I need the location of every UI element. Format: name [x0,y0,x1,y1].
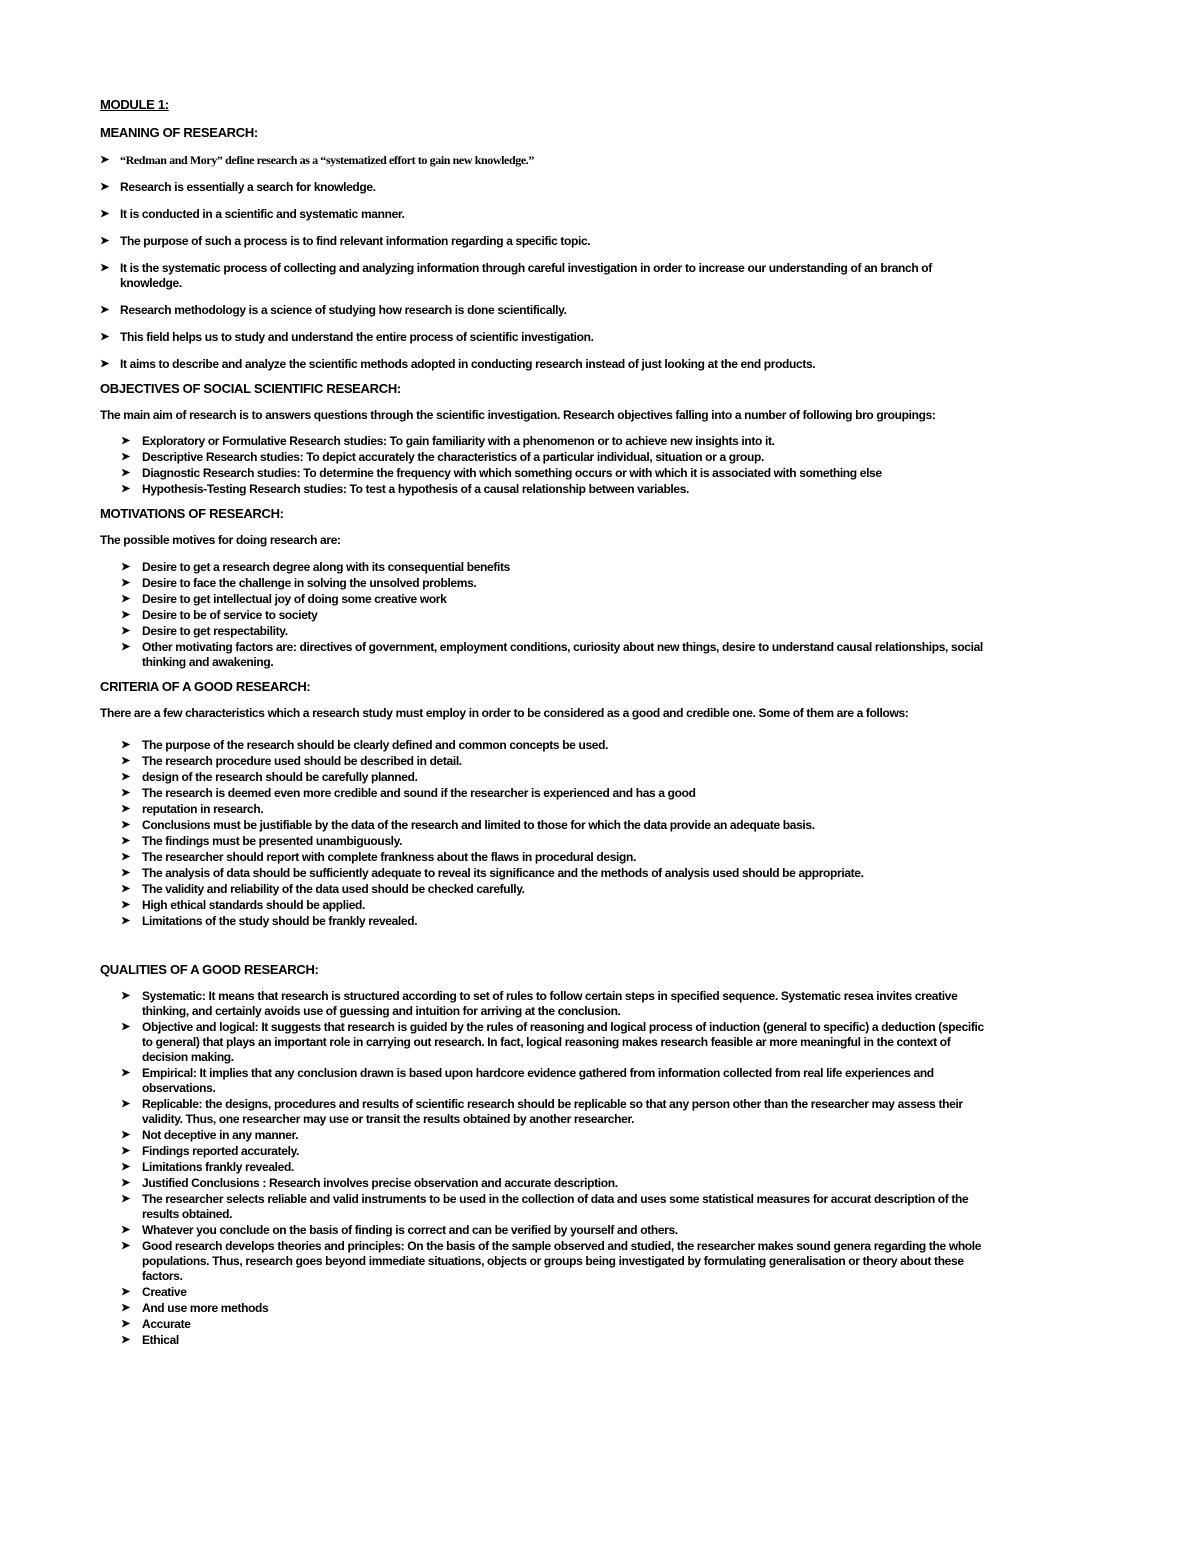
list-item-text: Ethical [142,1333,179,1347]
arrow-bullet-icon: ➤ [121,867,130,879]
list-item-text: It is the systematic process of collecting and analyzing information through careful investigation in order to increase our understanding of an branch of knowledge. [120,261,932,290]
list-item-text: Justified Conclusions : Research involves precise observation and accurate description. [142,1176,618,1190]
list-item [100,640,990,670]
list-item [100,592,990,607]
arrow-bullet-icon: ➤ [121,1161,130,1173]
list-item-text: It aims to describe and analyze the scientific methods adopted in conducting research instead of just looking at the end products. [120,357,816,371]
arrow-bullet-icon: ➤ [121,435,130,447]
list-item [100,1223,990,1238]
list-item-text: And use more methods [142,1301,269,1315]
arrow-bullet-icon: ➤ [100,181,109,193]
list-item-text: Replicable: the designs, procedures and results of scientific research should be replicable so that any person other than the researcher may assess their validity. Thus, one researcher may use or transit the results obtained by another researcher. [142,1097,963,1126]
arrow-bullet-icon: ➤ [121,593,130,605]
list-item-text: Empirical: It implies that any conclusion drawn is based upon hardcore evidence gathered from information collected from real life experiences and observations. [142,1066,934,1095]
list-item [100,1160,990,1175]
list-item [100,450,990,465]
arrow-bullet-icon: ➤ [121,787,130,799]
list-item [100,207,990,222]
arrow-bullet-icon: ➤ [100,331,109,343]
arrow-bullet-icon: ➤ [121,883,130,895]
list-item-text: This field helps us to study and understand the entire process of scientific investigation. [120,330,594,344]
arrow-bullet-icon: ➤ [121,1021,130,1033]
arrow-bullet-icon: ➤ [121,899,130,911]
arrow-bullet-icon: ➤ [121,467,130,479]
list-item [100,608,990,623]
criteria-list [100,738,990,929]
list-item [100,1097,990,1127]
list-item-text: Whatever you conclude on the basis of finding is correct and can be verified by yourself and others. [142,1223,678,1237]
list-item-text: Research is essentially a search for knowledge. [120,180,376,194]
list-item-text: Findings reported accurately. [142,1144,300,1158]
arrow-bullet-icon: ➤ [100,208,109,220]
arrow-bullet-icon: ➤ [121,1177,130,1189]
meaning-list [100,153,990,372]
list-item [100,330,990,345]
list-item [100,466,990,481]
motivations-list [100,560,990,670]
list-item-text: The purpose of the research should be clearly defined and common concepts be used. [142,738,609,752]
arrow-bullet-icon: ➤ [100,154,109,166]
list-item-text: High ethical standards should be applied. [142,898,366,912]
list-item [100,624,990,639]
list-item-text: Limitations frankly revealed. [142,1160,294,1174]
list-item [100,1285,990,1300]
arrow-bullet-icon: ➤ [121,1318,130,1330]
list-item-text: The research procedure used should be described in detail. [142,754,462,768]
list-item-text: Good research develops theories and principles: On the basis of the sample observed and studied, the researcher makes sound genera regarding the whole populations. Thus, research goes beyond immediate situations, objects or groups being investigated by formulating generalisation or theory about these factors. [142,1239,982,1283]
arrow-bullet-icon: ➤ [121,609,130,621]
motivations-heading: MOTIVATIONS OF RESEARCH: [100,506,284,521]
list-item [100,898,990,913]
arrow-bullet-icon: ➤ [121,451,130,463]
list-item-text: The researcher should report with complete frankness about the flaws in procedural design. [142,850,636,864]
arrow-bullet-icon: ➤ [100,358,109,370]
list-item [100,1317,990,1332]
arrow-bullet-icon: ➤ [121,771,130,783]
arrow-bullet-icon: ➤ [121,915,130,927]
list-item-text: It is conducted in a scientific and systematic manner. [120,207,405,221]
arrow-bullet-icon: ➤ [121,1224,130,1236]
arrow-bullet-icon: ➤ [121,755,130,767]
arrow-bullet-icon: ➤ [121,1098,130,1110]
list-item-text: design of the research should be carefully planned. [142,770,418,784]
list-item [100,180,990,195]
list-item [100,866,990,881]
arrow-bullet-icon: ➤ [121,835,130,847]
list-item [100,786,990,801]
criteria-heading: CRITERIA OF A GOOD RESEARCH: [100,679,311,694]
list-item [100,1301,990,1316]
list-item-text: Hypothesis-Testing Research studies: To test a hypothesis of a causal relationship between variables. [142,482,690,496]
list-item [100,234,990,249]
list-item-text: Limitations of the study should be frankly revealed. [142,914,418,928]
arrow-bullet-icon: ➤ [100,304,109,316]
list-item [100,1239,990,1284]
arrow-bullet-icon: ➤ [121,1193,130,1205]
document-page [100,96,990,1536]
list-item [100,738,990,753]
list-item-text: Research methodology is a science of studying how research is done scientifically. [120,303,567,317]
list-item [100,1020,990,1065]
qualities-heading: QUALITIES OF A GOOD RESEARCH: [100,962,319,977]
qualities-list [100,989,990,1348]
arrow-bullet-icon: ➤ [121,1240,130,1252]
list-item [100,1192,990,1222]
list-item [100,1176,990,1191]
list-item-text: Desire to get intellectual joy of doing some creative work [142,592,447,606]
list-item-text: Desire to face the challenge in solving the unsolved problems. [142,576,477,590]
list-item [100,754,990,769]
list-item [100,560,990,575]
list-item [100,153,990,168]
list-item-text: The researcher selects reliable and valid instruments to be used in the collection of data and uses some statistical measures for accurat description of the results obtained. [142,1192,969,1221]
list-item-text: Descriptive Research studies: To depict accurately the characteristics of a particular individual, situation or a group. [142,450,764,464]
arrow-bullet-icon: ➤ [121,819,130,831]
module-title: MODULE 1: [100,97,169,112]
arrow-bullet-icon: ➤ [121,803,130,815]
list-item [100,882,990,897]
list-item-text: “Redman and Mory” define research as a “systematized effort to gain new knowledge.” [120,153,534,167]
list-item-text: reputation in research. [142,802,264,816]
list-item [100,1333,990,1348]
arrow-bullet-icon: ➤ [121,1129,130,1141]
objectives-heading: OBJECTIVES OF SOCIAL SCIENTIFIC RESEARCH: [100,381,401,396]
list-item [100,1128,990,1143]
list-item [100,357,990,372]
arrow-bullet-icon: ➤ [121,1334,130,1346]
list-item-text: Other motivating factors are: directives of government, employment conditions, curiosity about new things, desire to understand causal relationships, social thinking and awakening. [142,640,983,669]
arrow-bullet-icon: ➤ [100,262,109,274]
list-item-text: Desire to get a research degree along with its consequential benefits [142,560,510,574]
motivations-intro: The possible motives for doing research are: [100,533,341,547]
arrow-bullet-icon: ➤ [121,990,130,1002]
arrow-bullet-icon: ➤ [121,1286,130,1298]
list-item [100,303,990,318]
arrow-bullet-icon: ➤ [121,1067,130,1079]
list-item [100,818,990,833]
list-item-text: The purpose of such a process is to find relevant information regarding a specific topic. [120,234,591,248]
arrow-bullet-icon: ➤ [121,641,130,653]
list-item [100,834,990,849]
arrow-bullet-icon: ➤ [121,577,130,589]
list-item-text: The research is deemed even more credible and sound if the researcher is experienced and has a good [142,786,696,800]
arrow-bullet-icon: ➤ [121,851,130,863]
list-item [100,914,990,929]
arrow-bullet-icon: ➤ [121,483,130,495]
list-item [100,989,990,1019]
list-item [100,1144,990,1159]
arrow-bullet-icon: ➤ [121,561,130,573]
arrow-bullet-icon: ➤ [100,235,109,247]
list-item-text: The validity and reliability of the data used should be checked carefully. [142,882,525,896]
list-item [100,770,990,785]
list-item-text: Objective and logical: It suggests that research is guided by the rules of reasoning and logical process of induction (general to specific) a deduction (specific to general) that plays an important role in carrying out research. In fact, logical reasoning makes research feasible ar more meaningful in the context of decision making. [142,1020,984,1064]
list-item-text: Desire to be of service to society [142,608,318,622]
list-item-text: Diagnostic Research studies: To determine the frequency with which something occurs or with which it is associated with something else [142,466,882,480]
list-item [100,434,990,449]
list-item [100,850,990,865]
list-item-text: The findings must be presented unambiguously. [142,834,403,848]
arrow-bullet-icon: ➤ [121,625,130,637]
list-item [100,1066,990,1096]
criteria-intro: There are a few characteristics which a research study must employ in order to be considered as a good and credible one. Some of them are a follows: [100,706,909,720]
list-item-text: Exploratory or Formulative Research studies: To gain familiarity with a phenomenon or to achieve new insights into it. [142,434,775,448]
arrow-bullet-icon: ➤ [121,1145,130,1157]
list-item [100,802,990,817]
list-item-text: Accurate [142,1317,191,1331]
arrow-bullet-icon: ➤ [121,1302,130,1314]
objectives-list [100,434,990,497]
meaning-heading: MEANING OF RESEARCH: [100,125,258,140]
list-item-text: Creative [142,1285,187,1299]
list-item [100,576,990,591]
list-item-text: Not deceptive in any manner. [142,1128,299,1142]
list-item [100,482,990,497]
list-item-text: The analysis of data should be sufficiently adequate to reveal its significance and the methods of analysis used should be appropriate. [142,866,864,880]
list-item-text: Desire to get respectability. [142,624,288,638]
list-item-text: Conclusions must be justifiable by the data of the research and limited to those for which the data provide an adequate basis. [142,818,815,832]
list-item-text: Systematic: It means that research is structured according to set of rules to follow certain steps in specified sequence. Systematic resea invites creative thinking, and certainly avoids use of guessing and intuition for arriving at the conclusion. [142,989,958,1018]
list-item [100,261,990,291]
arrow-bullet-icon: ➤ [121,739,130,751]
objectives-intro: The main aim of research is to answers questions through the scientific investigation. Research objectives falling into a number of following bro groupings: [100,408,936,422]
